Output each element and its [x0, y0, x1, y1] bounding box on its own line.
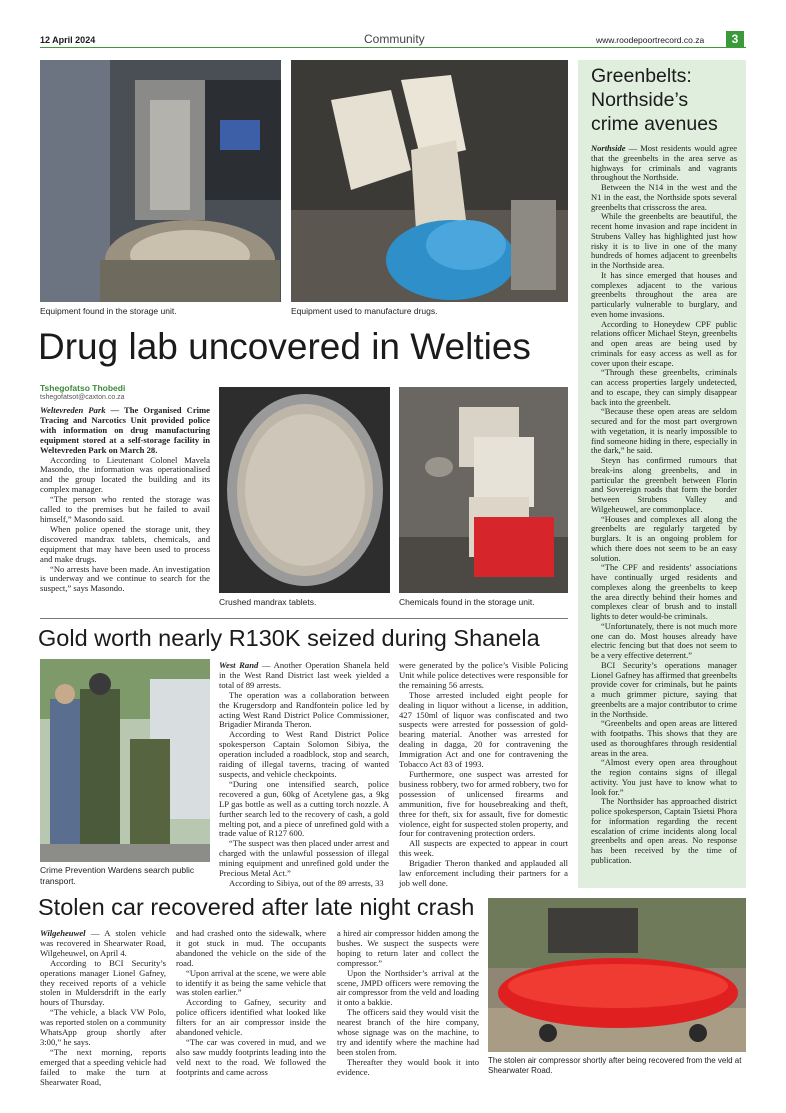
photo-caption: Equipment found in the storage unit.: [40, 306, 177, 316]
article-body: [219, 661, 389, 889]
paragraph: Brigadier Theron thanked and applauded all law enforcement including their partners for a job well done.: [399, 858, 568, 888]
lead-text: — A stolen vehicle was recovered in Shearwater Road, Wilgeheuwel, on April 4.: [40, 928, 166, 958]
paragraph: The officers said they would visit the nearest branch of the hire company, whose signage was on the machine, to try and identify where the machine had been stolen from.: [337, 1007, 479, 1057]
paragraph: “The vehicle, a black VW Polo, was reported stolen on a community WhatsApp group shortly after 3:00,” he says.: [40, 1007, 166, 1047]
equipment-photo: [40, 60, 281, 302]
paragraph: According to Lieutenant Colonel Mavela Masondo, the information was operationalised and the group located the building and its complex manager.: [40, 454, 210, 495]
site-url[interactable]: www.roodepoortrecord.co.za: [596, 35, 705, 45]
paragraph: The operation was a collaboration between the Krugersdorp and Randfontein police led by acting West Rand District Police Commissioner, Brigadier Miranda Theron.: [219, 689, 389, 730]
section-divider: [40, 618, 568, 619]
paragraph: “The CPF and residents’ associations have continually urged residents and complexes along the greenbelts to keep the area directly behind their homes and complexes clear of brush and to install lights to deter would-be criminals.: [591, 562, 737, 621]
paragraph: Between the N14 in the west and the N1 in the east, the Northside spots several greenbelts that crisscross the area.: [591, 182, 737, 212]
paragraph: “Greenbelts and open areas are littered with footpaths. This shows that they are used as thoroughfares through residential areas in the area.: [591, 718, 737, 758]
wardens-photo: [40, 659, 210, 862]
article-headline: Gold worth nearly R130K seized during Shanela: [38, 625, 540, 651]
dateline: Wilgeheuwel: [40, 928, 86, 938]
sidebar-headline: [591, 64, 718, 136]
paragraph: and had crashed onto the sidewalk, where it got stuck in mud. The occupants abandoned the vehicle on the side of the road.: [176, 928, 326, 968]
paragraph: Thereafter they would book it into evidence.: [337, 1056, 479, 1077]
issue-date: 12 April 2024: [40, 35, 96, 45]
paragraph: “The person who rented the storage was called to the premises but he failed to avail himself,” Masondo said.: [40, 494, 210, 524]
article-body: [399, 661, 568, 889]
photo-caption: Crushed mandrax tablets.: [219, 597, 317, 607]
paragraph: It has since emerged that houses and complexes adjacent to the various greenbelts throughout the area are particularly vulnerable to burglary, and even home invasions.: [591, 269, 737, 319]
dateline: Northside: [591, 143, 626, 153]
paragraph: According to Sibiya, out of the 89 arrests, 33: [229, 877, 384, 888]
headline-line: Northside’s: [591, 89, 689, 111]
paragraph: All suspects are expected to appear in court this week.: [399, 838, 568, 859]
paragraph: Those arrested included eight people for dealing in liquor without a license, in addition, 427 150ml of liquor was confiscated and two suspects were arrested for possession of gold-bearing material. Another was arrested for dealing in dagga, 20 for contravening the Immigration Act and one for contravening the Tobacco Act 83 of 1993.: [399, 689, 568, 770]
photo-caption: Equipment used to manufacture drugs.: [291, 306, 438, 316]
paragraph: “Upon arrival at the scene, we were able to identify it as being the same vehicle that was stolen earlier.”: [176, 967, 326, 998]
byline-email[interactable]: tshegofatsot@caxton.co.za: [40, 394, 125, 401]
paragraph: were generated by the police’s Visible Policing Unit while police detectives were responsible for the remaining 56 arrests.: [399, 660, 568, 690]
headline-line: Greenbelts:: [591, 65, 692, 87]
paragraph: According to BCI Security’s operations manager Lionel Gafney, they received reports of a vehicle stolen in Muldersdrift in the early hours of Thursday.: [40, 957, 166, 1008]
paragraph: While the greenbelts are beautiful, the recent home invasion and rape incident in Strubens Valley has highlighted just how risky it is to live in one of the many hundreds of homes adjacent to greenbelts in the Northside area.: [591, 211, 737, 270]
article-body: [40, 406, 210, 611]
paragraph: “The next morning, reports emerged that a speeding vehicle had failed to make the turn at Shearwater Road,: [40, 1046, 166, 1087]
mandrax-photo: [219, 387, 390, 593]
paragraph: Steyn has confirmed rumours that break-ins along greenbelts, and in particular the greenbelt between Florin and Sovereign roads that form the border between Strubens Valley and Wilgeheuwel, are commonplace.: [591, 455, 737, 514]
dateline: West Rand: [219, 660, 259, 670]
paragraph: Furthermore, one suspect was arrested for business robbery, two for armed robbery, two for possession of unlicensed firearms and ammunition, five for housebreaking and theft, three for theft, six for assault, five for domestic violence, eight for suspected stolen property, and four for contravening protection orders.: [399, 768, 568, 839]
paragraph: Upon the Northsider’s arrival at the scene, JMPD officers were removing the air compressor from the veld and loading it onto a bakkie.: [337, 967, 479, 1008]
paragraph: “The suspect was then placed under arrest and charged with the unlawful possession of illegal mining equipment and unrefined gold under the Precious Metal Act.”: [219, 838, 389, 879]
chemicals-photo: [399, 387, 568, 593]
headline-line: crime avenues: [591, 113, 718, 135]
paragraph: “Because these open areas are seldom secured and for the most part overgrown with vegetation, it is nearly impossible to find someone hiding in there, especially in the dark,” he said.: [591, 406, 737, 456]
lead-text: — The Organised Crime Tracing and Narcotics Unit provided police with information on drug manufacturing equipment stored at a self-storage facility in Weltevreden Park on March 28.: [40, 405, 210, 455]
paragraph: According to Gafney, security and police officers identified what looked like filters for an air compressor inside the abandoned vehicle.: [176, 997, 326, 1038]
air-compressor-photo: [488, 898, 746, 1052]
article-headline: Stolen car recovered after late night crash: [38, 894, 475, 920]
section-name: Community: [364, 32, 425, 46]
paragraph: When police opened the storage unit, they discovered mandrax tablets, chemicals, and equipment that may have been used to process and make drugs.: [40, 523, 210, 564]
article-body: [40, 928, 166, 1087]
paragraph: According to West Rand District Police spokesperson Captain Solomon Sibiya, the operation included a roadblock, stop and search, raiding of illegal taverns, tracing of wanted suspects, and vehicle checkpoints.: [219, 729, 389, 779]
byline-name: Tshegofatso Thobedi: [40, 383, 126, 393]
dateline: Weltevreden Park: [40, 405, 106, 415]
paragraph: “Almost every open area throughout the region contains signs of illegal activity. You just have to know what to look for.”: [591, 757, 737, 797]
paragraph: “No arrests have been made. An investigation is underway and we continue to search for the suspect,” says Masondo.: [40, 563, 210, 594]
photo-caption: Chemicals found in the storage unit.: [399, 597, 535, 607]
lead-text: — Most residents would agree that the greenbelts in the area serve as highways for criminals and vagrants throughout the Northside.: [591, 143, 737, 183]
photo-caption: Crime Prevention Wardens search public transport.: [40, 865, 195, 886]
paragraph: The Northsider has approached district police spokesperson, Captain Tsietsi Phora for information regarding the recent escalation of crime incidents along local greenbelts and open areas. No response has been received by the time of publication.: [591, 796, 737, 865]
paragraph: BCI Security’s operations manager Lionel Gafney has affirmed that greenbelts provide cover for criminals, but he paints a much grimmer picture, saying that greenbelts are a major contributor to crime in the Northside.: [591, 659, 737, 719]
photo-caption: The stolen air compressor shortly after being recovered from the veld at Shearwater Road.: [488, 1056, 742, 1075]
paragraph: “During one intensified search, police recovered a gun, 60kg of Acetylene gas, a 9kg LP gas bottle as well as a cutting torch nozzle. A further search led to the recovery of cash, a gold melting pot, and a piece of unrefined gold with a trade value of R127 600.: [219, 778, 389, 839]
page-number-badge: 3: [726, 31, 744, 47]
header-rule: [40, 47, 746, 48]
paragraph: a hired air compressor hidden among the bushes. We suspect the suspects were hoping to return later and collect the compressor.”: [337, 928, 479, 968]
drug-equipment-photo: [291, 60, 568, 302]
paragraph: “Houses and complexes all along the greenbelts are regularly targeted by burglars. It is an ongoing problem for which there does not seem to be an easy solution.: [591, 513, 737, 563]
paragraph: “The car was covered in mud, and we also saw muddy footprints leading into the veld next to the road. We followed the footprints and came across: [176, 1036, 326, 1077]
paragraph: According to Honeydew CPF public relations officer Michael Steyn, greenbelts and open areas are being used by criminals for easy access as well as for cover upon their escape.: [591, 318, 737, 368]
sidebar-body: [591, 144, 737, 886]
article-body: [337, 929, 479, 1077]
paragraph: “Unfortunately, there is not much more one can do. Most houses already have electric fencing but that does not seem to be a very effective deterrent.”: [591, 620, 737, 660]
lead-text: — Another Operation Shanela held in the West Rand District last week yielded a total of 89 arrests.: [219, 660, 389, 690]
article-body: [176, 929, 326, 1077]
article-headline: Drug lab uncovered in Welties: [38, 326, 531, 367]
paragraph: “Through these greenbelts, criminals can access properties largely undetected, and to escape, they can simply disappear back into the greenbelt.: [591, 367, 737, 407]
